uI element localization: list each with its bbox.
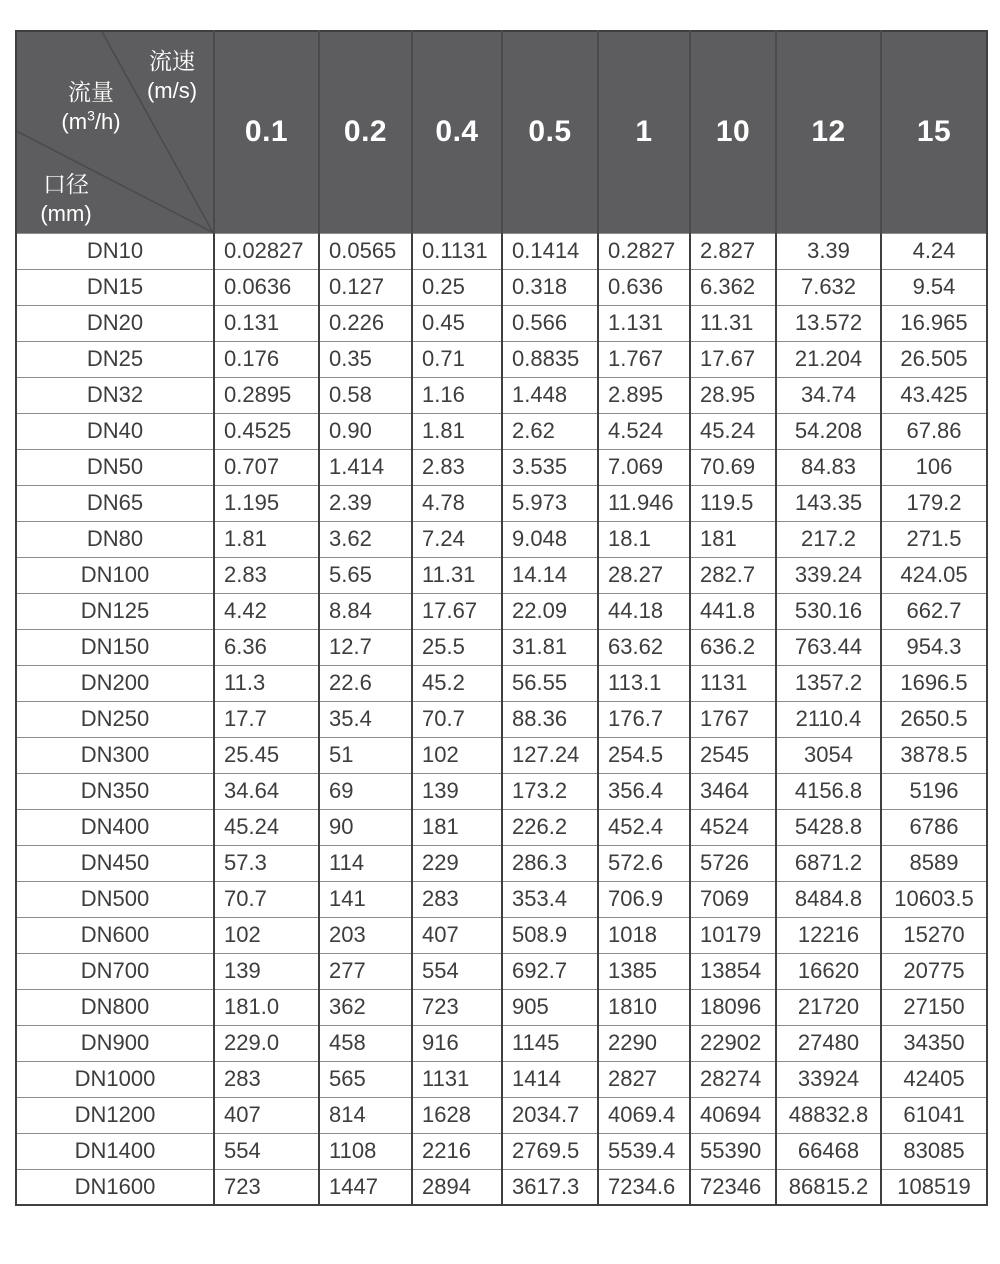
flow-value-cell: 706.9 (598, 881, 690, 917)
flow-value-cell: 229 (412, 845, 502, 881)
flow-value-cell: 2545 (690, 737, 776, 773)
flow-value-cell: 1.131 (598, 305, 690, 341)
flow-value-cell: 1131 (412, 1061, 502, 1097)
flow-value-cell: 1414 (502, 1061, 598, 1097)
flow-value-cell: 2.827 (690, 233, 776, 269)
flow-value-cell: 362 (319, 989, 412, 1025)
flow-value-cell: 0.90 (319, 413, 412, 449)
flow-value-cell: 0.0636 (214, 269, 319, 305)
table-row (16, 1169, 987, 1205)
table-row (16, 341, 987, 377)
diameter-cell: DN10 (16, 233, 214, 269)
diameter-cell: DN65 (16, 485, 214, 521)
flow-value-cell: 916 (412, 1025, 502, 1061)
flow-value-cell: 0.1414 (502, 233, 598, 269)
flow-value-cell: 636.2 (690, 629, 776, 665)
flow-value-cell: 2290 (598, 1025, 690, 1061)
flow-value-cell: 1357.2 (776, 665, 881, 701)
table-row (16, 809, 987, 845)
flow-value-cell: 2034.7 (502, 1097, 598, 1133)
flow-value-cell: 565 (319, 1061, 412, 1097)
flow-value-cell: 139 (412, 773, 502, 809)
flow-value-cell: 4.78 (412, 485, 502, 521)
flow-value-cell: 0.45 (412, 305, 502, 341)
flow-value-cell: 72346 (690, 1169, 776, 1205)
flow-value-cell: 54.208 (776, 413, 881, 449)
flow-value-cell: 35.4 (319, 701, 412, 737)
diameter-cell: DN1400 (16, 1133, 214, 1169)
flow-value-cell: 11.31 (412, 557, 502, 593)
flow-value-cell: 66468 (776, 1133, 881, 1169)
table-row (16, 1097, 987, 1133)
flow-label: 流量 (68, 79, 114, 105)
diameter-cell: DN300 (16, 737, 214, 773)
flow-value-cell: 67.86 (881, 413, 987, 449)
diameter-cell: DN25 (16, 341, 214, 377)
flow-value-cell: 954.3 (881, 629, 987, 665)
diameter-cell: DN1200 (16, 1097, 214, 1133)
flow-value-cell: 723 (412, 989, 502, 1025)
velocity-unit: (m/s) (146, 78, 198, 103)
flow-value-cell: 5539.4 (598, 1133, 690, 1169)
diameter-label: 口径 (43, 171, 89, 197)
flow-value-cell: 1.414 (319, 449, 412, 485)
flow-value-cell: 2894 (412, 1169, 502, 1205)
flow-value-cell: 25.5 (412, 629, 502, 665)
flow-value-cell: 15270 (881, 917, 987, 953)
flow-value-cell: 56.55 (502, 665, 598, 701)
flow-value-cell: 5428.8 (776, 809, 881, 845)
flow-value-cell: 48832.8 (776, 1097, 881, 1133)
flow-value-cell: 13.572 (776, 305, 881, 341)
flow-value-cell: 7234.6 (598, 1169, 690, 1205)
flow-value-cell: 282.7 (690, 557, 776, 593)
table-row (16, 917, 987, 953)
flow-value-cell: 0.58 (319, 377, 412, 413)
velocity-header: 0.4 (412, 31, 502, 233)
flow-value-cell: 1696.5 (881, 665, 987, 701)
flow-value-cell: 1628 (412, 1097, 502, 1133)
flow-value-cell: 181 (412, 809, 502, 845)
flow-value-cell: 28274 (690, 1061, 776, 1097)
diameter-cell: DN1000 (16, 1061, 214, 1097)
flow-value-cell: 572.6 (598, 845, 690, 881)
flow-value-cell: 181.0 (214, 989, 319, 1025)
diameter-cell: DN125 (16, 593, 214, 629)
flow-value-cell: 0.566 (502, 305, 598, 341)
table-row (16, 701, 987, 737)
flow-value-cell: 7.069 (598, 449, 690, 485)
flow-value-cell: 1767 (690, 701, 776, 737)
flow-value-cell: 0.8835 (502, 341, 598, 377)
flow-value-cell: 8589 (881, 845, 987, 881)
flow-value-cell: 18096 (690, 989, 776, 1025)
flow-value-cell: 34350 (881, 1025, 987, 1061)
velocity-header: 15 (881, 31, 987, 233)
table-row (16, 737, 987, 773)
flow-value-cell: 27480 (776, 1025, 881, 1061)
corner-label-diameter (31, 169, 101, 229)
flow-value-cell: 283 (412, 881, 502, 917)
flow-value-cell: 4.42 (214, 593, 319, 629)
flow-value-cell: 0.1131 (412, 233, 502, 269)
diameter-cell: DN80 (16, 521, 214, 557)
table-row (16, 557, 987, 593)
flow-value-cell: 4156.8 (776, 773, 881, 809)
table-row (16, 269, 987, 305)
flow-value-cell: 5.973 (502, 485, 598, 521)
flow-value-cell: 1447 (319, 1169, 412, 1205)
flow-value-cell: 905 (502, 989, 598, 1025)
flow-value-cell: 179.2 (881, 485, 987, 521)
flow-value-cell: 662.7 (881, 593, 987, 629)
diameter-cell: DN400 (16, 809, 214, 845)
flow-value-cell: 1.195 (214, 485, 319, 521)
table-row (16, 881, 987, 917)
table-row (16, 845, 987, 881)
table-row (16, 233, 987, 269)
flow-value-cell: 7069 (690, 881, 776, 917)
flow-value-cell: 4524 (690, 809, 776, 845)
flow-value-cell: 2.83 (214, 557, 319, 593)
flow-value-cell: 424.05 (881, 557, 987, 593)
flow-value-cell: 1.16 (412, 377, 502, 413)
flow-value-cell: 7.24 (412, 521, 502, 557)
flow-value-cell: 181 (690, 521, 776, 557)
flow-value-cell: 6871.2 (776, 845, 881, 881)
flow-value-cell: 63.62 (598, 629, 690, 665)
table-row (16, 521, 987, 557)
flow-value-cell: 17.67 (690, 341, 776, 377)
velocity-header: 0.5 (502, 31, 598, 233)
diameter-cell: DN450 (16, 845, 214, 881)
flow-value-cell: 12.7 (319, 629, 412, 665)
flow-value-cell: 22.6 (319, 665, 412, 701)
flow-value-cell: 9.048 (502, 521, 598, 557)
flow-value-cell: 70.7 (214, 881, 319, 917)
flow-value-cell: 554 (214, 1133, 319, 1169)
table-row (16, 989, 987, 1025)
diameter-cell: DN800 (16, 989, 214, 1025)
table-row (16, 953, 987, 989)
flow-value-cell: 3054 (776, 737, 881, 773)
flow-value-cell: 108519 (881, 1169, 987, 1205)
flow-value-cell: 0.176 (214, 341, 319, 377)
flow-value-cell: 0.0565 (319, 233, 412, 269)
flow-value-cell: 25.45 (214, 737, 319, 773)
diameter-cell: DN700 (16, 953, 214, 989)
table-row (16, 629, 987, 665)
velocity-header: 0.2 (319, 31, 412, 233)
flow-value-cell: 7.632 (776, 269, 881, 305)
flow-value-cell: 554 (412, 953, 502, 989)
flow-value-cell: 27150 (881, 989, 987, 1025)
flow-value-cell: 11.31 (690, 305, 776, 341)
flow-value-cell: 127.24 (502, 737, 598, 773)
flow-value-cell: 10179 (690, 917, 776, 953)
flow-value-cell: 119.5 (690, 485, 776, 521)
flow-value-cell: 3878.5 (881, 737, 987, 773)
flow-value-cell: 1131 (690, 665, 776, 701)
diameter-cell: DN100 (16, 557, 214, 593)
flow-value-cell: 283 (214, 1061, 319, 1097)
flow-value-cell: 18.1 (598, 521, 690, 557)
flow-value-cell: 692.7 (502, 953, 598, 989)
flow-value-cell: 176.7 (598, 701, 690, 737)
flow-value-cell: 10603.5 (881, 881, 987, 917)
diameter-cell: DN15 (16, 269, 214, 305)
flow-value-cell: 8484.8 (776, 881, 881, 917)
table-row (16, 449, 987, 485)
flow-value-cell: 217.2 (776, 521, 881, 557)
flow-value-cell: 22.09 (502, 593, 598, 629)
flow-value-cell: 2769.5 (502, 1133, 598, 1169)
diameter-cell: DN150 (16, 629, 214, 665)
diameter-cell: DN500 (16, 881, 214, 917)
flow-value-cell: 2.83 (412, 449, 502, 485)
flow-value-cell: 4069.4 (598, 1097, 690, 1133)
flow-value-cell: 26.505 (881, 341, 987, 377)
flow-value-cell: 40694 (690, 1097, 776, 1133)
flow-value-cell: 1.448 (502, 377, 598, 413)
flow-value-cell: 0.2827 (598, 233, 690, 269)
flow-value-cell: 3.62 (319, 521, 412, 557)
flow-value-cell: 1810 (598, 989, 690, 1025)
flow-value-cell: 45.24 (214, 809, 319, 845)
flow-value-cell: 86815.2 (776, 1169, 881, 1205)
diameter-cell: DN900 (16, 1025, 214, 1061)
flow-value-cell: 5.65 (319, 557, 412, 593)
flow-value-cell: 0.4525 (214, 413, 319, 449)
flow-value-cell: 3.535 (502, 449, 598, 485)
flow-value-cell: 1018 (598, 917, 690, 953)
velocity-header: 0.1 (214, 31, 319, 233)
flow-value-cell: 5726 (690, 845, 776, 881)
flow-value-cell: 173.2 (502, 773, 598, 809)
flow-value-cell: 0.127 (319, 269, 412, 305)
flow-value-cell: 6.362 (690, 269, 776, 305)
flow-value-cell: 57.3 (214, 845, 319, 881)
flow-value-cell: 31.81 (502, 629, 598, 665)
flow-value-cell: 1385 (598, 953, 690, 989)
flow-value-cell: 17.67 (412, 593, 502, 629)
flow-value-cell: 723 (214, 1169, 319, 1205)
flow-value-cell: 0.35 (319, 341, 412, 377)
corner-label-velocity (136, 46, 208, 106)
flow-value-cell: 203 (319, 917, 412, 953)
flow-value-cell: 3.39 (776, 233, 881, 269)
flow-value-cell: 21720 (776, 989, 881, 1025)
flow-value-cell: 814 (319, 1097, 412, 1133)
table-row (16, 305, 987, 341)
flow-value-cell: 2650.5 (881, 701, 987, 737)
corner-header-cell (16, 31, 214, 233)
flow-value-cell: 44.18 (598, 593, 690, 629)
flow-value-cell: 28.95 (690, 377, 776, 413)
flow-value-cell: 763.44 (776, 629, 881, 665)
flow-value-cell: 34.64 (214, 773, 319, 809)
flow-value-cell: 106 (881, 449, 987, 485)
flow-value-cell: 139 (214, 953, 319, 989)
flow-value-cell: 22902 (690, 1025, 776, 1061)
flow-value-cell: 353.4 (502, 881, 598, 917)
flow-value-cell: 407 (214, 1097, 319, 1133)
flow-value-cell: 2.62 (502, 413, 598, 449)
flow-value-cell: 70.7 (412, 701, 502, 737)
table-row (16, 1025, 987, 1061)
flow-value-cell: 16620 (776, 953, 881, 989)
diameter-cell: DN1600 (16, 1169, 214, 1205)
flow-value-cell: 1.81 (412, 413, 502, 449)
flow-value-cell: 0.71 (412, 341, 502, 377)
table-row (16, 485, 987, 521)
corner-label-flow (51, 77, 131, 137)
diameter-cell: DN40 (16, 413, 214, 449)
flow-value-cell: 0.2895 (214, 377, 319, 413)
flow-value-cell: 45.2 (412, 665, 502, 701)
flow-value-cell: 51 (319, 737, 412, 773)
flow-value-cell: 17.7 (214, 701, 319, 737)
flow-value-cell: 3464 (690, 773, 776, 809)
velocity-header: 1 (598, 31, 690, 233)
table-row (16, 665, 987, 701)
flow-value-cell: 452.4 (598, 809, 690, 845)
flow-value-cell: 8.84 (319, 593, 412, 629)
flow-value-cell: 530.16 (776, 593, 881, 629)
flow-value-cell: 2110.4 (776, 701, 881, 737)
flow-value-cell: 28.27 (598, 557, 690, 593)
flow-value-cell: 102 (412, 737, 502, 773)
table-body (16, 233, 987, 1205)
flow-value-cell: 6.36 (214, 629, 319, 665)
flow-value-cell: 90 (319, 809, 412, 845)
flow-value-cell: 0.25 (412, 269, 502, 305)
diameter-cell: DN350 (16, 773, 214, 809)
flow-value-cell: 102 (214, 917, 319, 953)
flow-value-cell: 34.74 (776, 377, 881, 413)
flow-value-cell: 5196 (881, 773, 987, 809)
flow-value-cell: 20775 (881, 953, 987, 989)
table-row (16, 773, 987, 809)
velocity-label: 流速 (149, 48, 195, 74)
flow-value-cell: 226.2 (502, 809, 598, 845)
flow-value-cell: 84.83 (776, 449, 881, 485)
flow-value-cell: 1108 (319, 1133, 412, 1169)
flow-rate-table (15, 30, 988, 1206)
table-row (16, 377, 987, 413)
flow-value-cell: 2827 (598, 1061, 690, 1097)
flow-value-cell: 33924 (776, 1061, 881, 1097)
diameter-cell: DN600 (16, 917, 214, 953)
flow-value-cell: 2.895 (598, 377, 690, 413)
flow-value-cell: 458 (319, 1025, 412, 1061)
flow-value-cell: 114 (319, 845, 412, 881)
flow-value-cell: 356.4 (598, 773, 690, 809)
flow-value-cell: 6786 (881, 809, 987, 845)
diameter-unit: (mm) (40, 201, 92, 226)
flow-value-cell: 55390 (690, 1133, 776, 1169)
table-row (16, 1133, 987, 1169)
header-row (16, 31, 987, 233)
flow-value-cell: 0.636 (598, 269, 690, 305)
flow-value-cell: 4.524 (598, 413, 690, 449)
flow-value-cell: 143.35 (776, 485, 881, 521)
flow-value-cell: 0.131 (214, 305, 319, 341)
table-row (16, 413, 987, 449)
flow-value-cell: 61041 (881, 1097, 987, 1133)
flow-value-cell: 45.24 (690, 413, 776, 449)
flow-value-cell: 1145 (502, 1025, 598, 1061)
flow-value-cell: 12216 (776, 917, 881, 953)
flow-unit: $(m^3/h)$ (61, 107, 121, 134)
flow-value-cell: 0.318 (502, 269, 598, 305)
flow-value-cell: 254.5 (598, 737, 690, 773)
flow-value-cell: 16.965 (881, 305, 987, 341)
flow-value-cell: 3617.3 (502, 1169, 598, 1205)
flow-value-cell: 0.02827 (214, 233, 319, 269)
velocity-header: 12 (776, 31, 881, 233)
flow-value-cell: 43.425 (881, 377, 987, 413)
flow-value-cell: 2.39 (319, 485, 412, 521)
table-row (16, 1061, 987, 1097)
flow-value-cell: 2216 (412, 1133, 502, 1169)
flow-value-cell: 4.24 (881, 233, 987, 269)
flow-value-cell: 42405 (881, 1061, 987, 1097)
flow-value-cell: 21.204 (776, 341, 881, 377)
flow-value-cell: 508.9 (502, 917, 598, 953)
flow-value-cell: 229.0 (214, 1025, 319, 1061)
flow-value-cell: 13854 (690, 953, 776, 989)
flow-value-cell: 9.54 (881, 269, 987, 305)
diameter-cell: DN20 (16, 305, 214, 341)
flow-value-cell: 0.226 (319, 305, 412, 341)
flow-value-cell: 88.36 (502, 701, 598, 737)
flow-value-cell: 14.14 (502, 557, 598, 593)
flow-value-cell: 1.81 (214, 521, 319, 557)
flow-value-cell: 339.24 (776, 557, 881, 593)
flow-value-cell: 407 (412, 917, 502, 953)
flow-value-cell: 70.69 (690, 449, 776, 485)
flow-value-cell: 271.5 (881, 521, 987, 557)
table-row (16, 593, 987, 629)
diameter-cell: DN250 (16, 701, 214, 737)
flow-value-cell: 277 (319, 953, 412, 989)
flow-value-cell: 69 (319, 773, 412, 809)
flow-value-cell: 11.946 (598, 485, 690, 521)
velocity-header: 10 (690, 31, 776, 233)
flow-value-cell: 83085 (881, 1133, 987, 1169)
flow-value-cell: 11.3 (214, 665, 319, 701)
flow-value-cell: 286.3 (502, 845, 598, 881)
flow-value-cell: 441.8 (690, 593, 776, 629)
flow-value-cell: 1.767 (598, 341, 690, 377)
diameter-cell: DN50 (16, 449, 214, 485)
flow-value-cell: 141 (319, 881, 412, 917)
flow-value-cell: 0.707 (214, 449, 319, 485)
flow-value-cell: 113.1 (598, 665, 690, 701)
diameter-cell: DN200 (16, 665, 214, 701)
diameter-cell: DN32 (16, 377, 214, 413)
